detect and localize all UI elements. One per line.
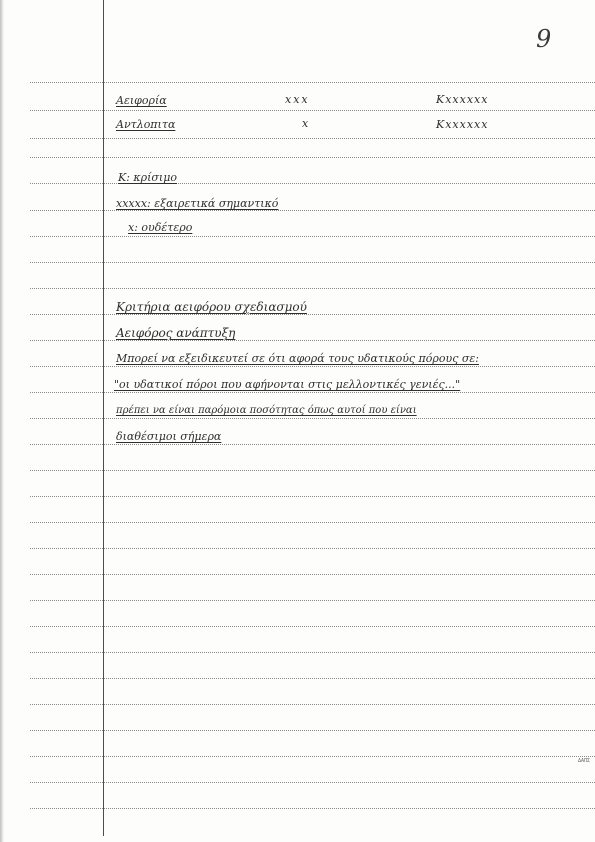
ruled-line [30,210,595,211]
ruled-line [30,236,595,237]
ruled-line [30,782,595,783]
page-left-edge-shadow [0,0,4,842]
ruled-line [30,574,595,575]
ruled-line [30,82,595,83]
ruled-line [30,288,595,289]
section-line-1: Μπορεί να εξειδικευτεί σε ότι αφορά τους υδατικούς πόρους σε: [116,352,479,365]
section-line-3: πρέπει να είναι παρόμοια ποσότητας όπως αυτοί που είναι [116,405,417,416]
ruled-line [30,157,595,158]
ruled-line [30,756,595,757]
table-row-1-term: Αειφορία [116,94,167,107]
section-subheading: Αειφόρος ανάπτυξη [116,326,236,340]
ruled-line [30,808,595,809]
ruled-line [30,392,595,393]
table-row-2-col2: x [302,117,309,130]
section-line-4: διαθέσιμοι σήμερα [116,430,222,443]
legend-item-1: xxxxx: εξαιρετικά σημαντικό [116,197,279,210]
margin-line [103,0,104,836]
ruled-line [30,314,595,315]
table-row-2-term: Αντλοπιτα [116,118,176,131]
ruled-line [30,110,595,111]
ruled-line [30,183,595,184]
ruled-line [30,522,595,523]
ruled-line [30,652,595,653]
ruled-line [30,730,595,731]
ruled-line [30,626,595,627]
ruled-line [30,704,595,705]
table-row-1-col2: xxx [285,93,310,106]
ruled-line [30,496,595,497]
section-heading: Κριτήρια αειφόρου σχεδιασμού [116,300,307,314]
ruled-line [30,678,595,679]
ruled-line [30,600,595,601]
section-line-2: "οι υδατικοί πόροι που αφήνονται στις μελλοντικές γενιές..." [114,378,461,391]
ruled-line [30,138,595,139]
ruled-line [30,340,595,341]
table-row-1-col3: Kxxxxxx [436,93,489,106]
ruled-line [30,366,595,367]
ruled-line [30,418,595,419]
legend-item-2: x: ουδέτερο [128,221,193,234]
ruled-line [30,470,595,471]
table-row-2-col3: Kxxxxxx [436,118,489,131]
ruled-line [30,548,595,549]
page-number: 9 [536,25,552,53]
legend-title: K: κρίσιμο [118,171,178,184]
ruled-line [30,444,595,445]
ruled-line [30,262,595,263]
page-corner-stamp: ΔΑΠΣ [578,758,591,764]
